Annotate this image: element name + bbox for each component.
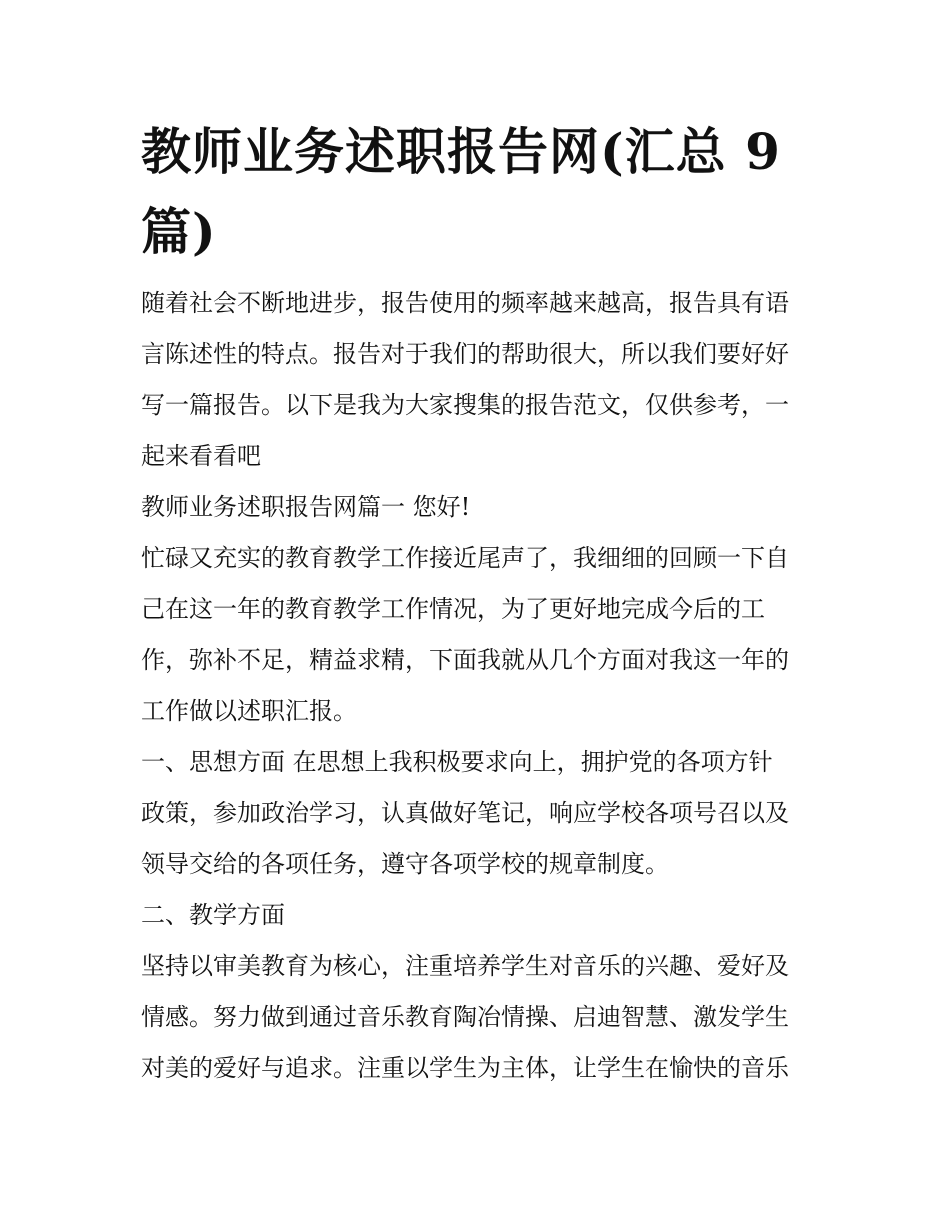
text-line: 言陈述性的特点。报告对于我们的帮助很大，所以我们要好好 xyxy=(141,340,789,368)
text-line: 一、思想方面 在思想上我积极要求向上，拥护党的各项方针 xyxy=(141,748,773,776)
text-line: 领导交给的各项任务，遵守各项学校的规章制度。 xyxy=(141,850,669,878)
section-heading: 教师业务述职报告网篇一 您好! xyxy=(141,493,471,521)
title-line-2: 篇) xyxy=(141,202,217,261)
text-line: 坚持以审美教育为核心，注重培养学生对音乐的兴趣、爱好及 xyxy=(141,952,789,980)
text-line: 忙碌又充实的教育教学工作接近尾声了，我细细的回顾一下自 xyxy=(141,544,789,572)
text-line: 随着社会不断地进步，报告使用的频率越来越高，报告具有语 xyxy=(141,289,789,317)
title-line-1: 教师业务述职报告网(汇总 9 xyxy=(141,122,781,181)
text-line: 起来看看吧 xyxy=(141,442,261,470)
document-body xyxy=(141,278,816,1094)
text-line: 工作做以述职汇报。 xyxy=(141,697,357,725)
text-line: 写一篇报告。以下是我为大家搜集的报告范文，仅供参考，一 xyxy=(141,391,789,419)
text-line: 作，弥补不足，精益求精，下面我就从几个方面对我这一年的 xyxy=(141,646,789,674)
section-heading: 二、教学方面 xyxy=(141,901,285,929)
text-line: 情感。努力做到通过音乐教育陶冶情操、启迪智慧、激发学生 xyxy=(141,1003,789,1031)
document-title xyxy=(141,112,781,272)
text-line: 政策，参加政治学习，认真做好笔记，响应学校各项号召以及 xyxy=(141,799,789,827)
text-line: 对美的爱好与追求。注重以学生为主体，让学生在愉快的音乐 xyxy=(141,1054,789,1082)
text-line: 己在这一年的教育教学工作情况，为了更好地完成今后的工 xyxy=(141,595,765,623)
